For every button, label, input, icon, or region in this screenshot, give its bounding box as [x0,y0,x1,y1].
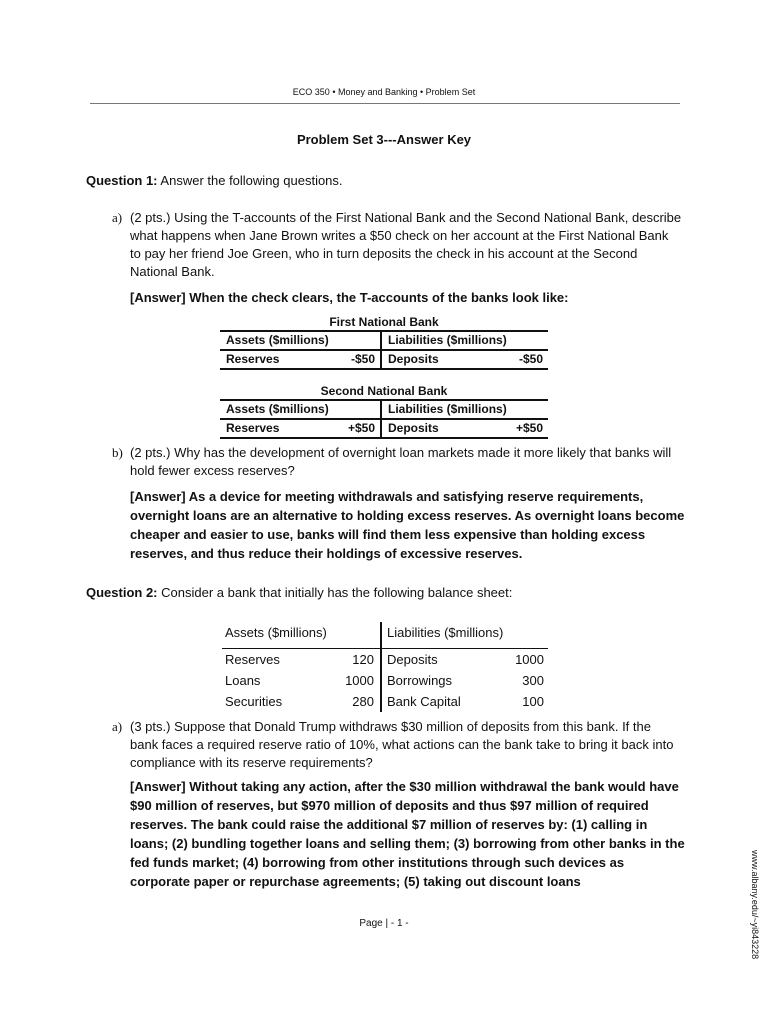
t-account-data-row [220,351,548,370]
assets-header [220,401,382,418]
asset-value: 280 [352,694,374,709]
liability-item: Deposits [388,352,439,366]
asset-item: Reserves [226,421,280,435]
liability-cell [382,670,548,691]
question-1-text: Answer the following questions. [160,173,343,188]
liability-item: Borrowings [387,673,453,688]
asset-value: 120 [352,652,374,667]
assets-header [222,622,382,648]
question-1-part-a [112,209,682,281]
asset-item: Loans [225,673,261,688]
asset-cell [220,420,382,437]
liabilities-header [382,622,548,648]
t-account-second-national-bank [220,383,548,439]
liabilities-header-text: Liabilities ($millions) [388,402,507,416]
part-text: (2 pts.) Why has the development of overnight loan markets made it more likely that banks will hold fewer excess reserves? [130,445,672,478]
question-1-label: Question 1: [86,173,158,188]
side-url [748,850,762,990]
t-account-data-row [220,420,548,439]
liabilities-header [382,401,548,418]
liabilities-header [382,332,548,349]
question-2-part-a-answer: [Answer] Without taking any action, after the $30 million withdrawal the bank would have $90 million of reserves, but $970 million of deposits and thus $97 million of required reserves. The bank could raise the additional $7 million of reserves by: (1) calling in loans; (2) bundling together loans and selling them; (3) borrowing from other banks in the fed funds market; (4) borrowing from other institutions through such devices as corporate paper or repurchase agreements; (5) taking out discount loans [130,779,685,889]
assets-header-text: Assets ($millions) [226,402,329,416]
question-2-label: Question 2: [86,585,158,600]
asset-cell [220,351,382,368]
t-account-header-row [220,399,548,420]
part-text: (2 pts.) Using the T-accounts of the First National Bank and the Second National Bank, describe what happens when Jane Brown writes a $50 check on her account at the First National Bank to pay her friend Joe Green, who in turn deposits the check in his account at the Second National Bank. [130,210,682,279]
liability-value: 300 [522,673,544,688]
asset-cell [222,649,382,670]
asset-item: Securities [225,694,283,709]
side-url-text: www.albany.edu/~yi843228 [750,850,760,960]
page-footer: Page | - 1 - [359,918,409,929]
question-2-text: Consider a bank that initially has the following balance sheet: [161,585,513,600]
liability-value: -$50 [518,352,543,366]
assets-header-text: Assets ($millions) [226,333,329,347]
question-1-part-b-answer: [Answer] As a device for meeting withdrawals and satisfying reserve requirements, overnight loans are an alternative to holding excess reserves. As overnight loans become cheaper and easier to use, banks will find them less expensive than holding excess reserves, and thus reduce their holdings of excessive reserves. [130,489,685,561]
liability-value: 1000 [515,652,544,667]
balance-sheet-header-row [222,622,548,649]
liabilities-header-text: Liabilities ($millions) [387,625,504,640]
part-marker: b) [112,445,123,460]
balance-sheet-row [222,691,548,712]
question-2-part-a [112,718,682,772]
asset-cell [222,670,382,691]
balance-sheet [222,622,548,712]
assets-header [220,332,382,349]
liability-value: 100 [522,694,544,709]
liability-cell [382,649,548,670]
asset-value: +$50 [347,421,375,435]
liability-cell [382,420,548,437]
t-account-name: First National Bank [329,315,439,329]
liability-item: Bank Capital [387,694,461,709]
liability-value: +$50 [515,421,543,435]
part-text: (3 pts.) Suppose that Donald Trump withdraws $30 million of deposits from this bank. If the bank faces a required reserve ratio of 10%, what actions can the bank take to bring it back into compliance with its reserve requirements? [130,719,674,770]
asset-cell [222,691,382,712]
asset-value: -$50 [350,352,375,366]
balance-sheet-row [222,670,548,691]
running-header: ECO 350 • Money and Banking • Problem Set [292,87,476,97]
liability-item: Deposits [388,421,439,435]
assets-header-text: Assets ($millions) [225,625,327,640]
question-1-part-b [112,444,682,480]
liabilities-header-text: Liabilities ($millions) [388,333,507,347]
balance-sheet-row [222,649,548,670]
asset-value: 1000 [345,673,374,688]
question-1-part-a-answer: [Answer] When the check clears, the T-accounts of the banks look like: [130,290,569,305]
asset-item: Reserves [226,352,280,366]
part-marker: a) [112,210,123,225]
t-account-name: Second National Bank [320,384,448,398]
asset-item: Reserves [225,652,280,667]
part-marker: a) [112,719,123,734]
page-title: Problem Set 3---Answer Key [296,132,472,147]
t-account-header-row [220,330,548,351]
header-rule [90,103,680,104]
liability-cell [382,351,548,368]
question-2 [86,584,686,602]
t-account-first-national-bank [220,314,548,370]
question-1 [86,172,686,190]
liability-cell [382,691,548,712]
liability-item: Deposits [387,652,438,667]
